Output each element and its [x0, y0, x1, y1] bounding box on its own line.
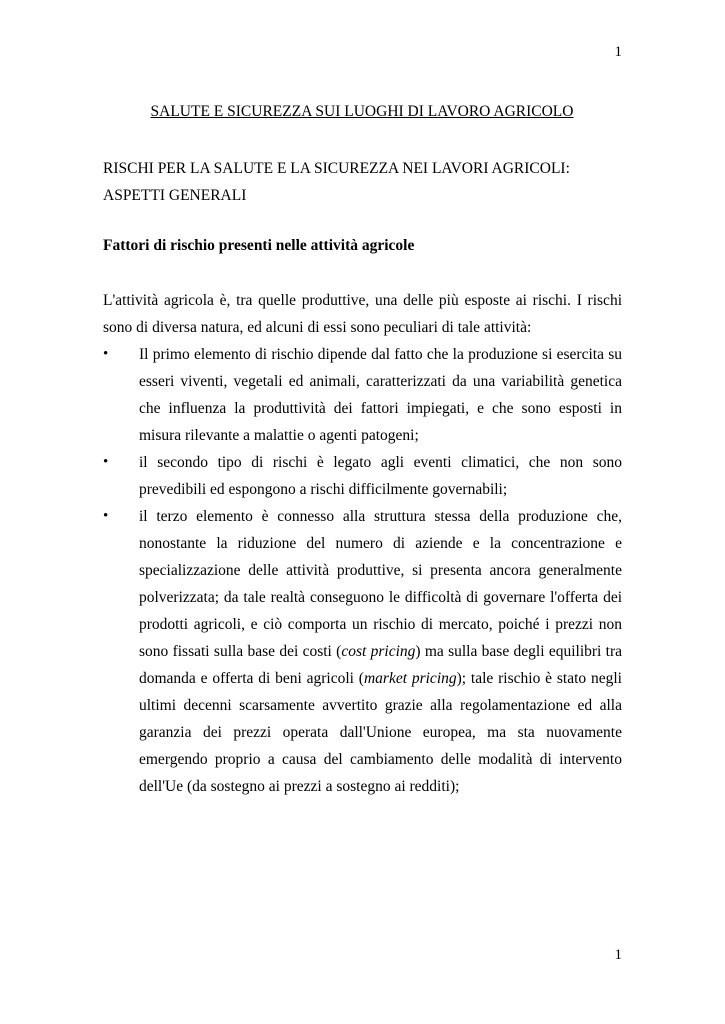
list-item: [103, 503, 622, 800]
list-item: [103, 449, 622, 503]
section-heading: Fattori di rischio presenti nelle attività agricole: [103, 237, 415, 254]
bullet-icon: •: [103, 346, 109, 362]
italic-term: market pricing: [363, 670, 457, 687]
page-number-bottom: 1: [614, 947, 622, 963]
bullet-icon: •: [103, 454, 109, 470]
italic-term: cost pricing: [341, 643, 416, 660]
list-item: [103, 341, 622, 449]
list-item-text-part: ) ma sulla base degli equilibri tra domanda e offerta di beni agricoli (: [139, 643, 622, 687]
list-item-text-part: ); tale rischio è stato negli ultimi decenni scarsamente avvertito grazie alla regolamentazione ed alla garanzia dei prezzi operata dall'Unione europea, ma sta nuovamente emergendo proprio a causa del cambiamento delle modalità di intervento dell'Ue (da sostegno ai prezzi a sostegno ai redditi);: [139, 670, 622, 795]
risk-factor-list: [103, 341, 622, 800]
page-number-top: 1: [614, 44, 622, 60]
bullet-icon: •: [103, 508, 109, 524]
document-subtitle: RISCHI PER LA SALUTE E LA SICUREZZA NEI LAVORI AGRICOLI: ASPETTI GENERALI: [103, 160, 570, 204]
list-item-text-part: il terzo elemento è connesso alla struttura stessa della produzione che, nonostante la riduzione del numero di aziende e la concentrazione e specializzazione delle attività produttive, si presenta ancora generalmente polverizzata; da tale realtà conseguono le difficoltà di governare l'offerta dei prodotti agricoli, e ciò comporta un rischio di mercato, poiché i prezzi non sono fissati sulla base dei costi (: [139, 508, 622, 660]
list-item-text: il secondo tipo di rischi è legato agli eventi climatici, che non sono prevedibili ed espongono a rischi difficilmente governabili;: [139, 454, 622, 498]
list-item-text: Il primo elemento di rischio dipende dal fatto che la produzione si esercita su esseri viventi, vegetali ed animali, caratterizzati da una variabilità genetica che influenza la produttività dei fattori impiegati, e che sono esposti in misura rilevante a malattie o agenti patogeni;: [139, 346, 622, 444]
intro-paragraph: L'attività agricola è, tra quelle produttive, una delle più esposte ai rischi. I rischi sono di diversa natura, ed alcuni di essi sono peculiari di tale attività:: [103, 292, 622, 336]
document-title: SALUTE E SICUREZZA SUI LUOGHI DI LAVORO AGRICOLO: [150, 103, 574, 120]
